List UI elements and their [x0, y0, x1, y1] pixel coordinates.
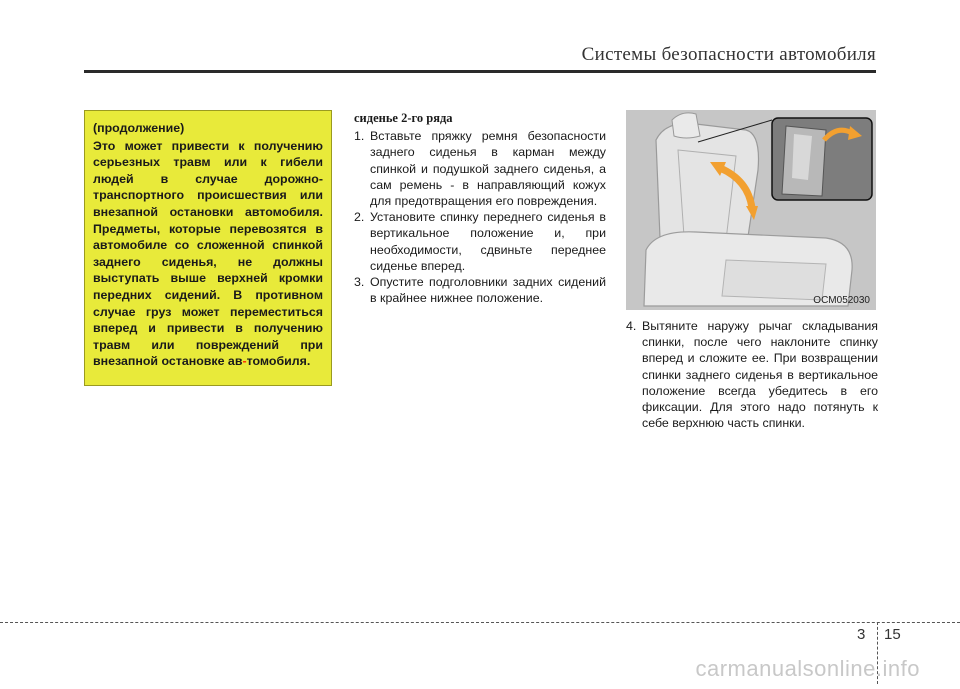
step-3	[354, 274, 606, 306]
warning-hyphen: -	[242, 354, 247, 369]
figure-code: OCM052030	[813, 295, 870, 306]
folding-seat-image	[626, 110, 876, 310]
warning-box	[84, 110, 332, 386]
step-number: 3.	[354, 275, 365, 290]
step-text: Вытяните наружу рычаг складывания спинки, после чего наклоните спинку вперед и сложите ее. При возвращении спинки заднего сиденья в вертикальное положение всегда убедитесь в его фиксации. Для этого надо потянуть к себе верхнюю часть спинки.	[642, 319, 878, 431]
step-2	[354, 209, 606, 274]
seat-illustration	[626, 110, 876, 310]
step-text: Опустите подголовники задних сидений в крайнее нижнее положение.	[370, 275, 606, 306]
warning-text-main: Это может привести к получению серьезных травм или к гибели людей в случае дорожно-транспортного происшествия или внезапной остановки автомобиля. Предметы, которые перевозятся в автомобиле со сложенной спинкой заднего сиденья, не должны выступать выше верхней кромки передних сидений. В противном случае груз может переместиться вперед и привести в получению травм или повреждений при внезапной остановке ав	[93, 138, 323, 369]
step-number: 4.	[626, 319, 637, 333]
chapter-number: 3	[857, 626, 866, 643]
header-rule	[84, 70, 876, 73]
warning-text-end: томобиля.	[246, 354, 311, 369]
step-text: Установите спинку переднего сиденья в вертикальное положение и, при необходимости, сдвиньте переднее сиденье вперед.	[370, 210, 606, 273]
watermark: carmanualsonline.info	[695, 656, 920, 681]
warning-text	[93, 138, 323, 370]
step-text: Вставьте пряжку ремня безопасности заднего сиденья в карман между спинкой и подушкой заднего сиденья, а сам ремень - в направляющий кожух для предотвращения его повреждения.	[370, 129, 606, 209]
step-number: 2.	[354, 210, 365, 225]
step-1	[354, 128, 606, 209]
page-number: 15	[884, 626, 901, 643]
footer-rule	[0, 622, 960, 623]
instructions-column	[354, 110, 606, 306]
instructions-column-right	[626, 318, 878, 431]
page-header-title: Системы безопасности автомобиля	[581, 44, 876, 65]
warning-continued-label: (продолжение)	[93, 121, 185, 135]
section-title: сиденье 2-го ряда	[354, 111, 453, 125]
step-4	[626, 318, 878, 431]
step-number: 1.	[354, 129, 365, 144]
